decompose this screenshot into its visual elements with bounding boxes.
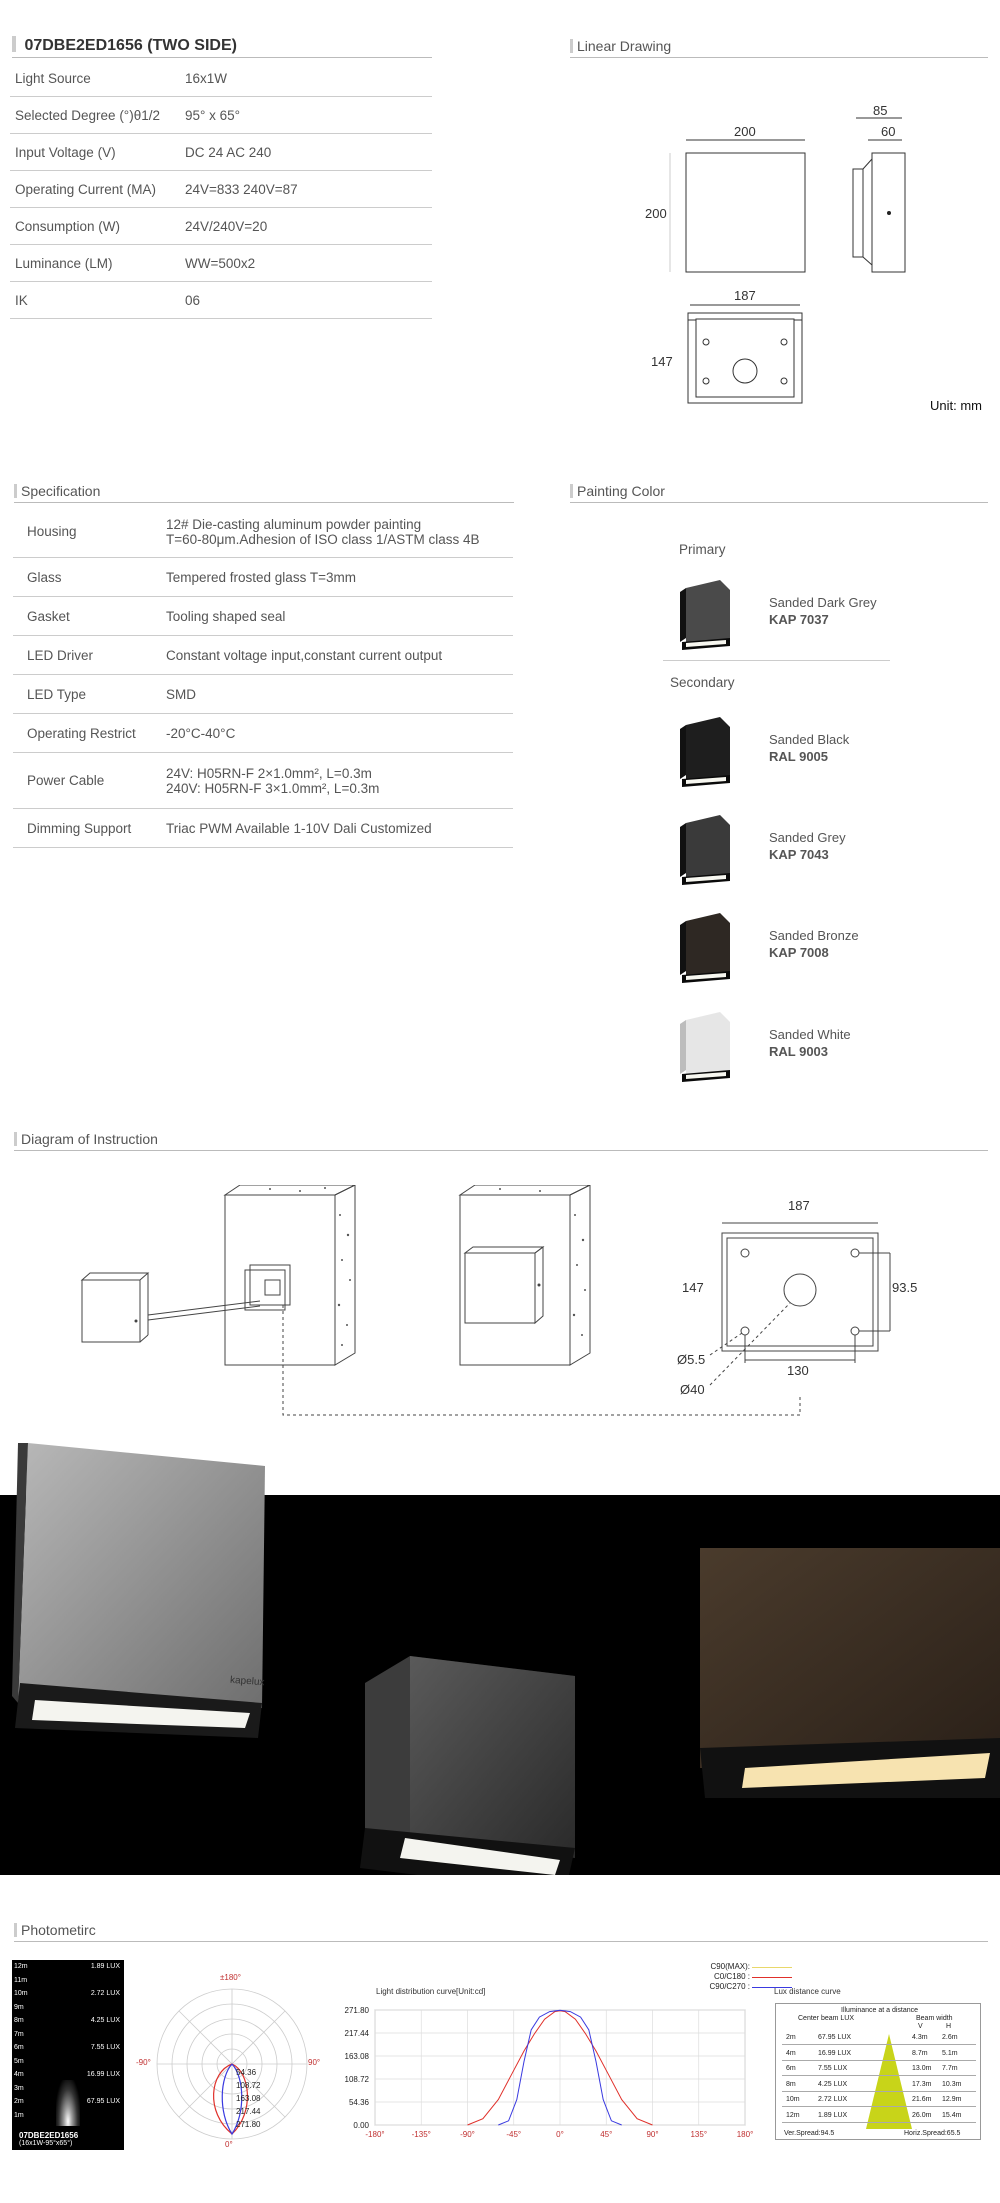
- linear-drawing-heading: Linear Drawing: [570, 38, 988, 58]
- chart-x-tick: -90°: [460, 2130, 475, 2139]
- hole-dia-dim: Ø5.5: [677, 1352, 706, 1367]
- instruction-heading: Diagram of Instruction: [14, 1131, 988, 1151]
- legend-swatch: [752, 1977, 792, 1978]
- spec-label: Dimming Support: [27, 821, 132, 836]
- linear-drawing: [640, 95, 1000, 420]
- isolux-distance: 9m: [14, 2003, 24, 2011]
- chart-x-tick: 90°: [646, 2130, 659, 2139]
- instruction-diagram: [70, 1185, 970, 1425]
- polar-label-top: ±180°: [220, 1973, 241, 1982]
- lux-h: 15.4m: [942, 2111, 962, 2119]
- color-code: RAL 9003: [769, 1044, 829, 1059]
- hole-spacing-h-dim: 130: [787, 1363, 809, 1378]
- spec-value-block: [166, 821, 432, 836]
- product-photo-art: [0, 1438, 1000, 1875]
- front-height-dim: 200: [645, 206, 667, 221]
- param-label: Consumption (W): [15, 219, 121, 234]
- isolux-lux: 2.72 LUX: [90, 1990, 120, 1997]
- param-label: IK: [15, 293, 28, 308]
- hole-spacing-v-dim: 93.5: [892, 1280, 918, 1295]
- isolux-distance: 2m: [14, 2098, 24, 2105]
- param-row: [10, 97, 432, 134]
- legend-swatch: [752, 1967, 792, 1968]
- isolux-distance: 6m: [14, 2044, 24, 2051]
- lux-col-h: H: [946, 2023, 952, 2030]
- lux-row-line: [782, 2075, 976, 2076]
- product-title: 07DBE2ED1656 (TWO SIDE): [12, 36, 432, 58]
- plate-height-dim: 147: [682, 1280, 704, 1295]
- color-label: [769, 829, 846, 863]
- color-name: Sanded Black: [769, 732, 850, 747]
- polar-value: 163.08: [236, 2094, 261, 2103]
- polar-value: 271.80: [236, 2120, 261, 2129]
- lux-v: 26.0m: [912, 2111, 932, 2119]
- color-label: [769, 731, 849, 765]
- lux-distance: 10m: [786, 2096, 800, 2103]
- color-code: KAP 7043: [769, 847, 829, 862]
- lux-row-line: [782, 2122, 976, 2123]
- polar-label-bottom: 0°: [225, 2140, 233, 2149]
- color-swatch-fixture: [672, 815, 742, 891]
- front-width-dim: 200: [734, 124, 756, 139]
- isolux-distance: 12m: [14, 1963, 28, 1970]
- polar-diagram: [150, 1982, 315, 2147]
- chart-y-tick: 108.72: [344, 2075, 369, 2084]
- spec-row: [13, 558, 513, 597]
- product-photo: [0, 1438, 1000, 1875]
- isolux-lux: 1.89 LUX: [90, 1963, 120, 1970]
- color-name: Sanded Bronze: [769, 928, 859, 943]
- param-label: Luminance (LM): [15, 256, 113, 271]
- param-row: [10, 134, 432, 171]
- chart-y-tick: 271.80: [344, 2006, 369, 2015]
- isolux-distance: 8m: [14, 2017, 24, 2024]
- lux-col-v: V: [918, 2023, 923, 2030]
- side-inner-dim: 60: [881, 124, 896, 139]
- lux-h: 10.3m: [942, 2080, 962, 2088]
- lux-h: 12.9m: [942, 2096, 962, 2103]
- lux-v: 4.3m: [912, 2034, 928, 2041]
- isolux-distance: 7m: [14, 2030, 24, 2038]
- chart-x-tick: 0°: [556, 2130, 564, 2139]
- param-row: [10, 171, 432, 208]
- spec-row: [13, 597, 513, 636]
- color-swatch-fixture: [672, 580, 742, 656]
- isolux-lux: 7.55 LUX: [90, 2044, 120, 2051]
- param-row: [10, 208, 432, 245]
- lux-h: 2.6m: [942, 2034, 958, 2041]
- hor-spread: Horiz.Spread:65.5: [904, 2130, 961, 2137]
- chart-y-tick: 163.08: [344, 2052, 369, 2061]
- spec-value-block: [166, 726, 235, 741]
- lux-h: 7.7m: [942, 2065, 958, 2072]
- lux-v: 13.0m: [912, 2065, 932, 2072]
- spec-value-block: [166, 609, 285, 624]
- lux-row-line: [782, 2106, 976, 2107]
- back-height-dim: 147: [651, 354, 673, 369]
- polar-label-right: 90°: [308, 2058, 321, 2067]
- param-value: 16x1W: [185, 71, 228, 86]
- color-label: [769, 594, 877, 628]
- curve-title: Light distribution curve[Unit:cd]: [376, 1987, 486, 1996]
- param-label: Selected Degree (°)θ1/2: [15, 108, 160, 123]
- lux-value: 2.72 LUX: [818, 2096, 848, 2103]
- spec-label: LED Type: [27, 687, 87, 702]
- lux-distance: 12m: [786, 2111, 800, 2119]
- param-value: 95° x 65°: [185, 108, 241, 123]
- param-row: [10, 60, 432, 97]
- color-code: KAP 7008: [769, 945, 829, 960]
- lux-value: 16.99 LUX: [818, 2049, 852, 2057]
- param-label: Light Source: [15, 71, 91, 86]
- isolux-beam: [56, 2080, 80, 2126]
- spec-row: [13, 636, 513, 675]
- param-value: 06: [185, 293, 201, 308]
- spec-label: Housing: [27, 524, 77, 539]
- lux-v: 17.3m: [912, 2080, 932, 2088]
- spec-row: [13, 675, 513, 714]
- color-name: Sanded Grey: [769, 830, 846, 845]
- chart-x-tick: 180°: [736, 2130, 754, 2139]
- color-label: [769, 927, 859, 961]
- param-row: [10, 282, 432, 319]
- spec-row: [13, 809, 513, 848]
- spec-value-block: [166, 766, 379, 796]
- center-dia-dim: Ø40: [680, 1382, 705, 1397]
- spec-label: Operating Restrict: [27, 726, 136, 741]
- spec-value: 12# Die-casting aluminum powder painting: [166, 517, 422, 532]
- isolux-spec: (16x1W-95°x65°): [19, 2140, 73, 2147]
- spec-value: Triac PWM Available 1-10V Dali Customized: [166, 821, 432, 836]
- color-name: Sanded White: [769, 1027, 851, 1042]
- spec-label: Gasket: [27, 609, 70, 624]
- color-code: KAP 7037: [769, 612, 829, 627]
- lux-row-line: [782, 2044, 976, 2045]
- lux-value: 7.55 LUX: [818, 2065, 848, 2072]
- spec-row: [13, 753, 513, 809]
- spec-value: 24V: H05RN-F 2×1.0mm², L=0.3m: [166, 766, 372, 781]
- spec-value: Tempered frosted glass T=3mm: [166, 570, 356, 585]
- lux-value: 67.95 LUX: [818, 2034, 852, 2041]
- color-swatch-fixture: [672, 717, 742, 793]
- spec-label: Glass: [27, 570, 62, 585]
- spec-value-line2: 240V: H05RN-F 3×1.0mm², L=0.3m: [166, 781, 380, 796]
- isolux-distance: 1m: [14, 2111, 24, 2119]
- color-label: [769, 1026, 851, 1060]
- lux-value: 4.25 LUX: [818, 2080, 848, 2088]
- spec-value: -20°C-40°C: [166, 726, 236, 741]
- primary-label: Primary: [679, 542, 726, 557]
- isolux-distance: 10m: [14, 1990, 28, 1997]
- spec-label: LED Driver: [27, 648, 94, 663]
- lux-row-line: [782, 2091, 976, 2092]
- isolux-panel: [12, 1960, 124, 2150]
- lux-col-center: Center beam LUX: [798, 2015, 855, 2022]
- lux-distance: 2m: [786, 2034, 796, 2041]
- specification-heading: Specification: [14, 483, 514, 503]
- lux-distance: 4m: [786, 2049, 796, 2057]
- chart-y-tick: 0.00: [353, 2121, 369, 2130]
- spec-value-line2: T=60-80μm.Adhesion of ISO class 1/ASTM class 4B: [166, 532, 480, 547]
- spec-row: [13, 714, 513, 753]
- polar-value: 108.72: [236, 2081, 261, 2090]
- legend-label: C90(MAX):: [710, 1962, 750, 1971]
- chart-x-tick: -180°: [365, 2130, 385, 2139]
- chart-x-tick: 135°: [690, 2130, 708, 2139]
- polar-value: 54.36: [236, 2068, 257, 2077]
- param-row: [10, 245, 432, 282]
- color-code: RAL 9005: [769, 749, 829, 764]
- chart-x-tick: -135°: [411, 2130, 431, 2139]
- lux-table-title: Illuminance at a distance: [841, 2007, 919, 2014]
- unit-label: Unit: mm: [930, 398, 982, 413]
- lux-col-width: Beam width: [916, 2015, 953, 2022]
- spec-value-block: [166, 687, 196, 702]
- side-depth-dim: 85: [873, 103, 888, 118]
- spec-value: Constant voltage input,constant current output: [166, 648, 443, 663]
- painting-color-heading: Painting Color: [570, 483, 988, 503]
- lux-distance: 6m: [786, 2065, 796, 2072]
- isolux-lux: 16.99 LUX: [86, 2071, 120, 2078]
- param-value: 24V=833 240V=87: [185, 182, 298, 197]
- light-distribution-chart: [330, 1998, 760, 2148]
- isolux-distance: 4m: [14, 2071, 24, 2078]
- lux-h: 5.1m: [942, 2049, 958, 2057]
- param-label: Operating Current (MA): [15, 182, 157, 197]
- lux-distance: 8m: [786, 2080, 796, 2088]
- plate-width-dim: 187: [788, 1198, 810, 1213]
- photometric-heading: Photometirc: [14, 1922, 988, 1942]
- spec-value: Tooling shaped seal: [166, 609, 286, 624]
- lux-title: Lux distance curve: [774, 1987, 841, 1996]
- chart-x-tick: -45°: [506, 2130, 522, 2139]
- chart-y-tick: 54.36: [348, 2098, 369, 2107]
- legend-label: C90/C270 :: [709, 1982, 750, 1991]
- chart-y-tick: 217.44: [344, 2029, 369, 2038]
- ver-spread: Ver.Spread:94.5: [784, 2130, 835, 2137]
- legend-label: C0/C180 :: [713, 1972, 750, 1981]
- back-width-dim: 187: [734, 288, 756, 303]
- lux-value: 1.89 LUX: [818, 2111, 848, 2119]
- polar-value: 217.44: [236, 2107, 261, 2116]
- lux-beam-cone: [864, 2034, 914, 2129]
- param-label: Input Voltage (V): [15, 145, 116, 160]
- spec-value-block: [166, 570, 356, 585]
- lux-table-panel: [775, 2003, 981, 2140]
- spec-row: [13, 505, 513, 558]
- isolux-lux: 4.25 LUX: [90, 2017, 120, 2024]
- isolux-distance: 3m: [14, 2084, 24, 2092]
- isolux-lux: 67.95 LUX: [86, 2098, 120, 2105]
- spec-value-block: [166, 648, 442, 663]
- color-swatch-fixture: [672, 1012, 742, 1088]
- spec-label: Power Cable: [27, 773, 105, 788]
- color-divider: [663, 660, 890, 661]
- spec-value-block: [166, 517, 480, 547]
- param-value: DC 24 AC 240: [185, 145, 272, 160]
- isolux-model: 07DBE2ED1656: [19, 2131, 79, 2140]
- polar-label-left: -90°: [136, 2058, 151, 2067]
- spec-value: SMD: [166, 687, 196, 702]
- lux-v: 8.7m: [912, 2049, 928, 2057]
- brand-logo: kapelux: [229, 1674, 265, 1689]
- param-value: WW=500x2: [185, 256, 256, 271]
- color-swatch-fixture: [672, 913, 742, 989]
- param-value: 24V/240V=20: [185, 219, 268, 234]
- color-name: Sanded Dark Grey: [769, 595, 877, 610]
- lux-row-line: [782, 2060, 976, 2061]
- secondary-label: Secondary: [670, 675, 735, 690]
- chart-x-tick: 45°: [600, 2130, 613, 2139]
- isolux-distance: 5m: [14, 2057, 24, 2065]
- lux-v: 21.6m: [912, 2096, 932, 2103]
- isolux-distance: 11m: [14, 1976, 28, 1984]
